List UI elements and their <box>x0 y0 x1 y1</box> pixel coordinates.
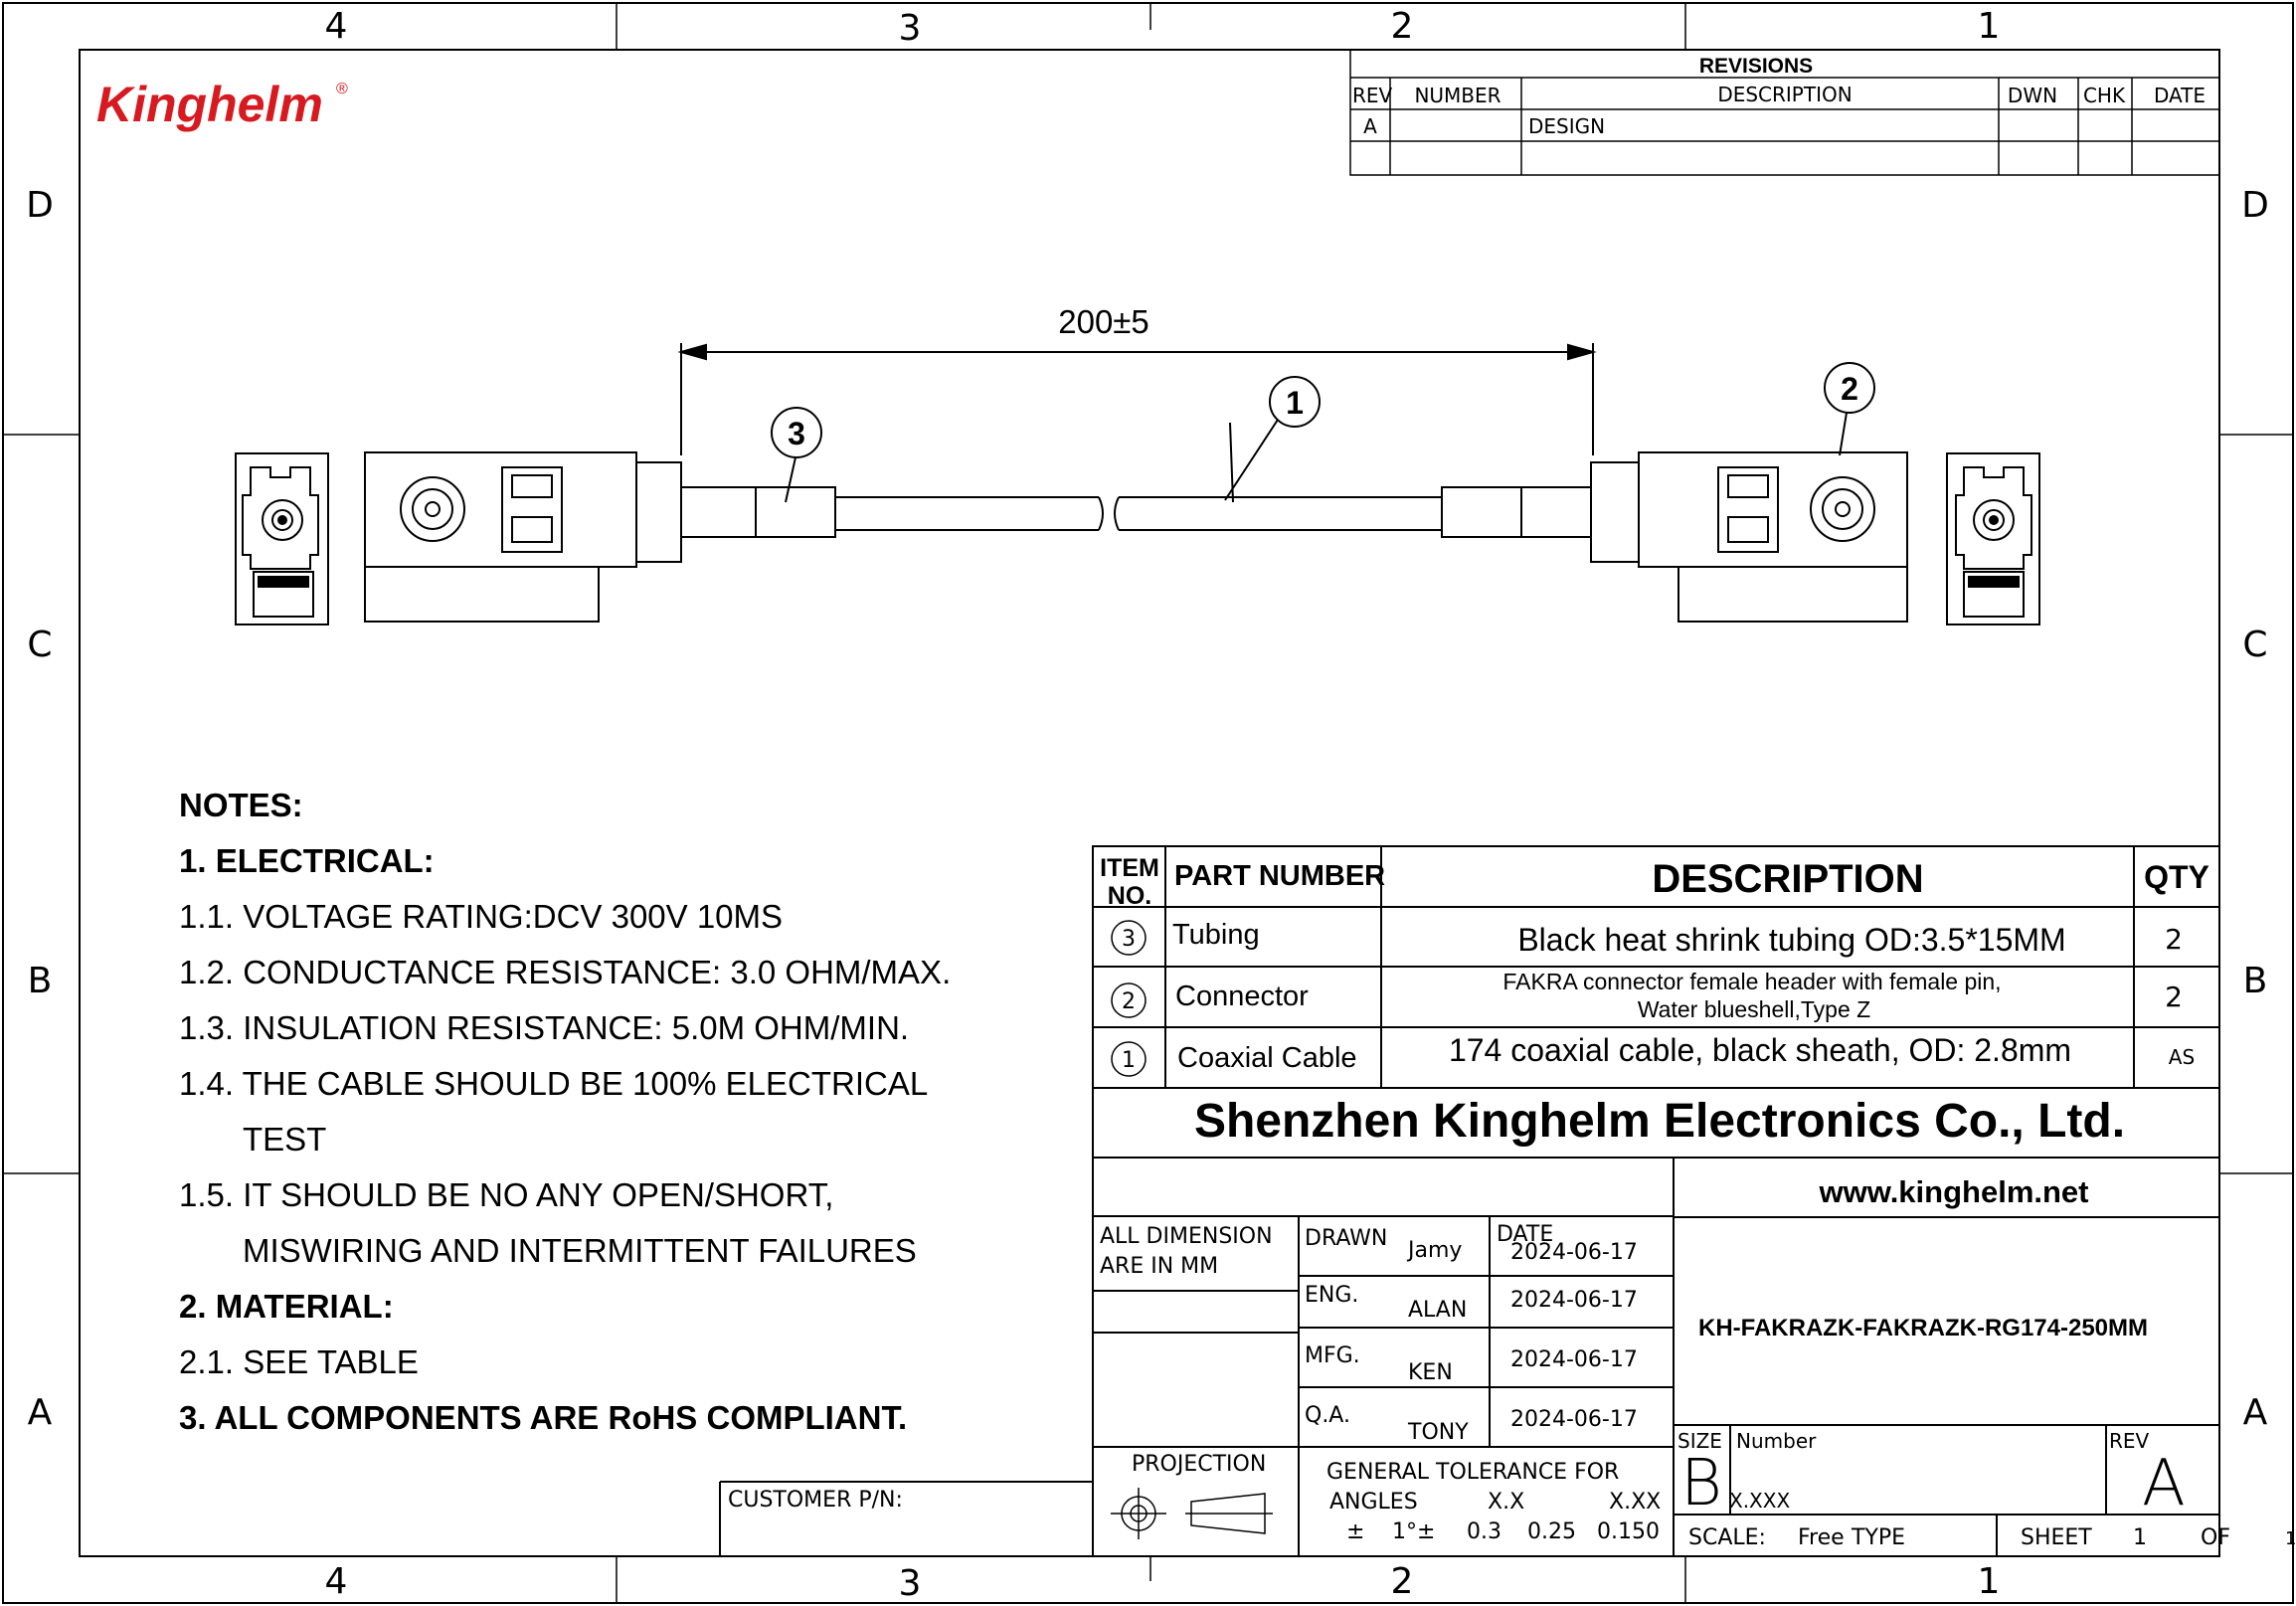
grid-row-c-left: C <box>27 625 53 665</box>
right-connector-front-view <box>1947 453 2039 625</box>
balloon-2-label: 2 <box>1841 371 1858 407</box>
bom-header-desc: DESCRIPTION <box>1652 857 1924 901</box>
balloon-1-label: 1 <box>1286 385 1304 421</box>
tolerance-pm: ± <box>1346 1519 1365 1544</box>
notes-heading: NOTES: <box>179 787 303 823</box>
right-connector-side-view <box>1442 452 1907 622</box>
rev-header-date: DATE <box>2153 84 2207 107</box>
note-1-3: 1.3. INSULATION RESISTANCE: 5.0M OHM/MIN. <box>179 1009 910 1046</box>
tolerance-v2: 0.25 <box>1527 1519 1576 1544</box>
customer-pn-label: CUSTOMER P/N: <box>728 1488 903 1513</box>
number-label: Number <box>1736 1429 1817 1453</box>
projection-symbol <box>1111 1488 1273 1539</box>
grid-row-d-left: D <box>26 185 54 226</box>
note-1-4: 1.4. THE CABLE SHOULD BE 100% ELECTRICAL <box>179 1065 929 1102</box>
cable-right-segment <box>1115 497 1442 530</box>
qa-date: 2024-06-17 <box>1510 1407 1638 1432</box>
rev-value: A <box>2142 1447 2186 1520</box>
bom-row2-qty: 2 <box>2165 981 2183 1013</box>
of-value: 1 <box>2285 1528 2296 1549</box>
note-1-5: 1.5. IT SHOULD BE NO ANY OPEN/SHORT, <box>179 1176 834 1213</box>
bom-row3-desc: Black heat shrink tubing OD:3.5*15MM <box>1517 922 2066 958</box>
rev-header-dwn: DWN <box>2007 84 2058 107</box>
scale-value: Free <box>1798 1525 1845 1550</box>
grid-row-a-right: A <box>2242 1392 2268 1433</box>
dimension-note-line2: ARE IN MM <box>1100 1254 1219 1279</box>
grid-col-2-top: 2 <box>1390 6 1414 47</box>
grid-col-4-bottom: 4 <box>324 1561 348 1602</box>
left-connector-side-view <box>365 452 835 622</box>
date-label: DATE <box>1497 1222 1554 1247</box>
drawn-name: Jamy <box>1408 1238 1463 1263</box>
sheet-label: SHEET <box>2021 1525 2092 1550</box>
note-1-5-cont: MISWIRING AND INTERMITTENT FAILURES <box>243 1232 917 1269</box>
bom-row3-qty: 2 <box>2165 923 2183 956</box>
rev-header-rev: REV <box>1352 84 1393 107</box>
qa-label: Q.A. <box>1305 1403 1350 1428</box>
dimension-note-line1: ALL DIMENSION <box>1100 1224 1273 1249</box>
projection-label: PROJECTION <box>1132 1452 1267 1477</box>
bom-row1-qty: AS <box>2168 1045 2196 1069</box>
bom-row2-desc-line1: FAKRA connector female header with female pin, <box>1502 969 2002 994</box>
mfg-date: 2024-06-17 <box>1510 1347 1638 1372</box>
bom-row1-no: 1 <box>1122 1048 1136 1073</box>
tolerance-v3: 0.150 <box>1597 1519 1660 1544</box>
mfg-name: KEN <box>1408 1360 1453 1385</box>
kinghelm-logo <box>96 77 348 132</box>
bom-row3-part: Tubing <box>1172 919 1260 951</box>
rev-label: REV <box>2109 1429 2150 1453</box>
note-rohs: 3. ALL COMPONENTS ARE RoHS COMPLIANT. <box>179 1399 908 1436</box>
company-website[interactable]: www.kinghelm.net <box>1819 1174 2089 1209</box>
drawn-label: DRAWN <box>1305 1226 1388 1251</box>
bom-header-part: PART NUMBER <box>1174 860 1386 892</box>
bom-header-item: ITEM <box>1100 854 1159 882</box>
grid-col-3-top: 3 <box>898 8 922 49</box>
mfg-label: MFG. <box>1305 1343 1360 1368</box>
note-material: 2. MATERIAL: <box>179 1288 394 1325</box>
left-connector-front-view <box>236 453 328 625</box>
tolerance-angle-value: 1°± <box>1392 1519 1436 1544</box>
grid-col-1-bottom: 1 <box>1977 1561 2001 1602</box>
company-name: Shenzhen Kinghelm Electronics Co., Ltd. <box>1193 1095 2126 1148</box>
drawn-date: 2024-06-17 <box>1510 1240 1638 1265</box>
grid-col-3-bottom: 3 <box>898 1563 922 1604</box>
rev-header-description: DESCRIPTION <box>1717 83 1853 106</box>
bom-header-qty: QTY <box>2144 859 2209 895</box>
tolerance-xx-label: X.X <box>1488 1490 1525 1515</box>
cable-left-segment <box>835 497 1103 530</box>
eng-label: ENG. <box>1305 1283 1359 1308</box>
tolerance-angles-label: ANGLES <box>1329 1490 1418 1515</box>
eng-name: ALAN <box>1408 1298 1468 1323</box>
note-electrical: 1. ELECTRICAL: <box>179 842 435 879</box>
size-label: SIZE <box>1678 1429 1722 1453</box>
grid-row-d-right: D <box>2241 185 2269 226</box>
notes-block <box>179 778 1054 1446</box>
cable-assembly <box>236 452 2039 625</box>
of-label: OF <box>2201 1525 2230 1550</box>
grid-row-b-left: B <box>27 961 53 1001</box>
logo-text: Kinghelm <box>96 77 323 132</box>
bom-row3-no: 3 <box>1122 927 1136 952</box>
grid-col-1-top: 1 <box>1977 6 2001 47</box>
type-label: TYPE <box>1852 1525 1906 1550</box>
bom-header-no: NO. <box>1107 882 1152 910</box>
size-value: B <box>1680 1447 1722 1520</box>
dimension-label: 200±5 <box>1058 303 1149 340</box>
rev-header-number: NUMBER <box>1414 84 1501 107</box>
rev-header-chk: CHK <box>2082 84 2126 107</box>
bom-row1-part: Coaxial Cable <box>1177 1042 1357 1074</box>
sheet-value: 1 <box>2133 1525 2147 1550</box>
bom-row2-part: Connector <box>1175 981 1309 1012</box>
bom-row2-desc-line2: Water blueshell,Type Z <box>1637 996 1871 1022</box>
bom-row1-desc: 174 coaxial cable, black sheath, OD: 2.8mm <box>1448 1032 2072 1068</box>
grid-col-4-top: 4 <box>324 6 348 47</box>
part-number: KH-FAKRAZK-FAKRAZK-RG174-250MM <box>1697 1315 2149 1341</box>
note-1-4-cont: TEST <box>243 1121 327 1158</box>
rev-row-description: DESIGN <box>1528 114 1606 138</box>
tolerance-title: GENERAL TOLERANCE FOR <box>1326 1460 1620 1485</box>
note-1-1: 1.1. VOLTAGE RATING:DCV 300V 10MS <box>179 898 784 935</box>
grid-row-b-right: B <box>2242 961 2268 1001</box>
eng-date: 2024-06-17 <box>1510 1288 1638 1313</box>
note-1-2: 1.2. CONDUCTANCE RESISTANCE: 3.0 OHM/MAX. <box>179 954 952 990</box>
bom-row2-no: 2 <box>1122 989 1136 1014</box>
balloon-3-label: 3 <box>788 416 805 451</box>
rev-row-rev: A <box>1363 114 1377 138</box>
note-2-1: 2.1. SEE TABLE <box>179 1343 419 1380</box>
tolerance-v1: 0.3 <box>1467 1519 1501 1544</box>
grid-col-2-bottom: 2 <box>1390 1561 1414 1602</box>
scale-label: SCALE: <box>1688 1525 1766 1550</box>
grid-row-a-left: A <box>27 1392 53 1433</box>
number-value: X.XXX <box>1729 1489 1791 1513</box>
qa-name: TONY <box>1408 1420 1469 1445</box>
revisions-title: REVISIONS <box>1698 55 1814 78</box>
logo-registered: ® <box>336 81 348 97</box>
grid-row-c-right: C <box>2242 625 2268 665</box>
tolerance-xxx-label: X.XX <box>1609 1490 1662 1515</box>
